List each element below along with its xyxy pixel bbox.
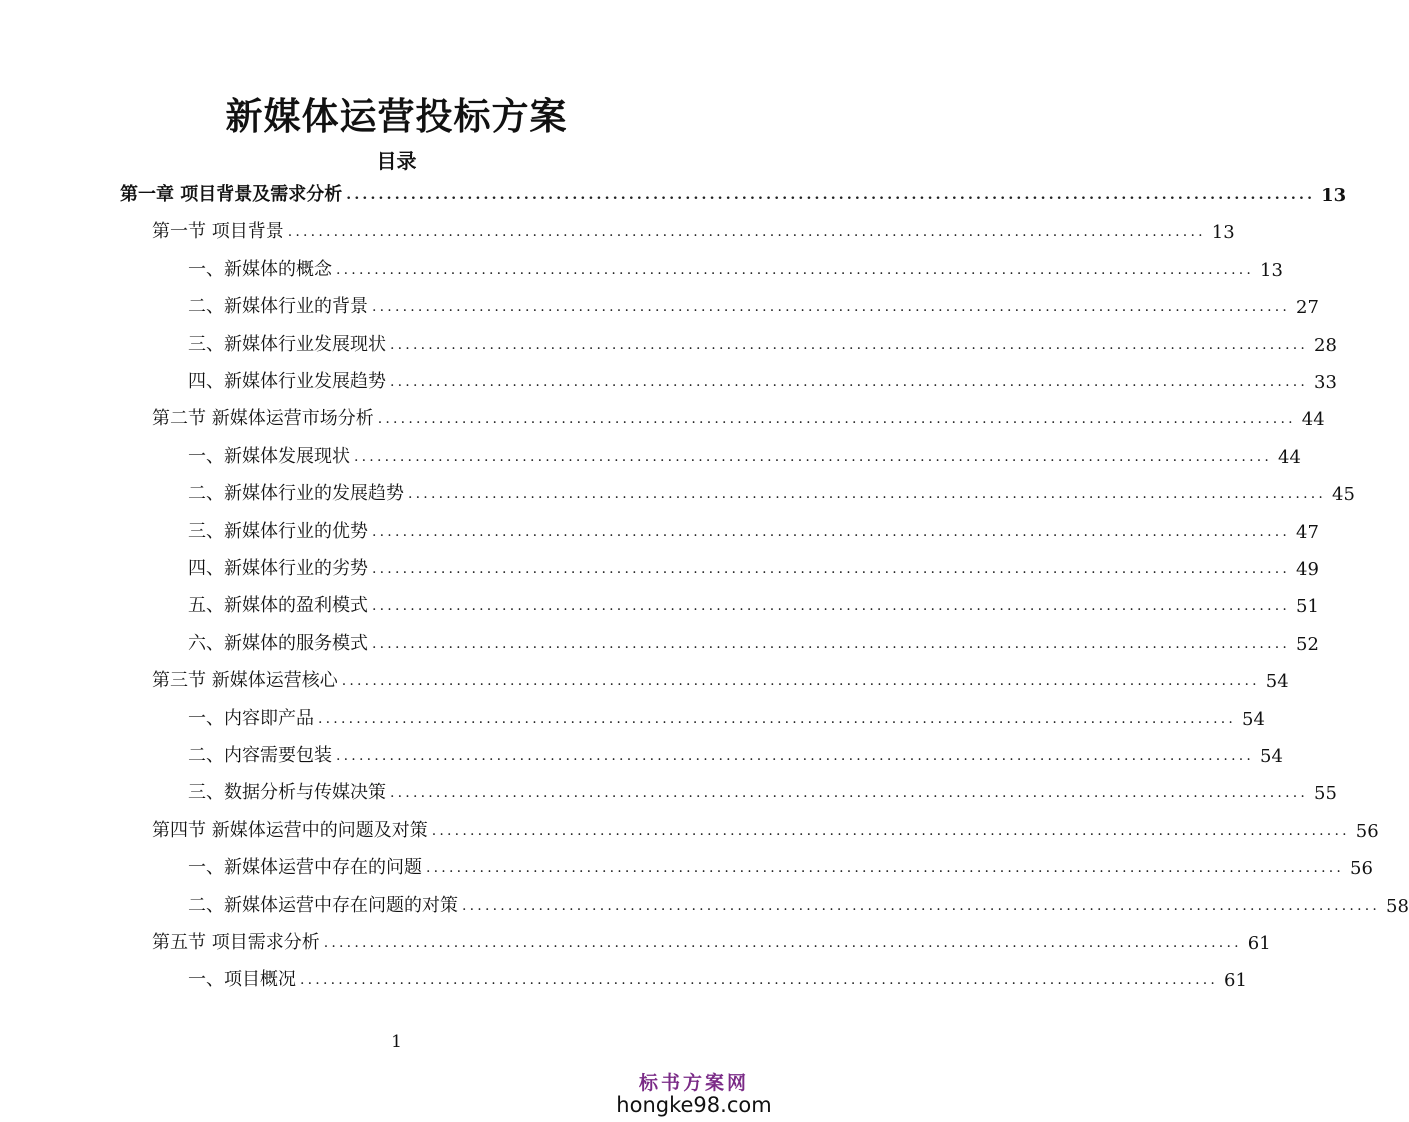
toc-entry[interactable] [188,737,1283,767]
toc-leader-dots: ........................................................................................................................ [341,673,1260,689]
toc-entry[interactable] [188,625,1319,655]
toc-entry[interactable] [152,924,1271,954]
toc-entry-page: 44 [1278,447,1301,468]
toc-entry[interactable] [188,513,1319,543]
toc-entry[interactable] [152,812,1379,842]
toc-entry-text: 三、新媒体行业的优势 [188,521,368,542]
toc-leader-dots: ........................................................................................................................ [323,935,1242,951]
toc-leader-dots: ........................................................................................................................ [426,860,1345,876]
toc-entry-page: 51 [1296,596,1319,617]
page-title: 新媒体运营投标方案 [225,94,568,138]
toc-leader-dots: ........................................................................................................................ [390,785,1309,801]
toc-entry-page: 13 [1211,222,1235,243]
toc-entry-text: 一、项目概况 [188,969,296,990]
toc-entry-text: 三、数据分析与传媒决策 [188,782,386,803]
toc-entry[interactable] [188,251,1283,281]
toc-entry[interactable] [188,475,1355,505]
toc-entry-text: 二、新媒体行业的背景 [188,296,368,317]
toc-entry[interactable] [188,363,1337,393]
toc-entry[interactable] [188,550,1319,580]
toc-entry-page: 54 [1265,671,1289,692]
toc-entry-page: 49 [1296,559,1319,580]
watermark [609,1068,779,1117]
toc-entry-page: 56 [1355,821,1379,842]
toc-entry-page: 54 [1242,709,1265,730]
page-number: 1 [391,1032,402,1052]
toc-entry-text: 四、新媒体行业发展趋势 [188,371,386,392]
toc-entry-page: 47 [1296,522,1319,543]
toc-entry[interactable] [188,587,1319,617]
toc-leader-dots: ........................................................................................................................ [300,972,1219,988]
toc-entry-page: 54 [1260,746,1283,767]
toc-entry-page: 13 [1321,185,1347,206]
toc-entry-text: 二、内容需要包装 [188,745,332,766]
toc-leader-dots: ........................................................................................................................ [354,449,1273,465]
toc-entry-text: 第四节 新媒体运营中的问题及对策 [152,820,428,841]
toc-entry-page: 27 [1296,297,1319,318]
toc-entry-text: 一、新媒体的概念 [188,259,332,280]
toc-leader-dots: ........................................................................................................................ [390,374,1309,390]
toc-entry-text: 四、新媒体行业的劣势 [188,558,368,579]
toc-leader-dots: ........................................................................................................................ [372,598,1291,614]
toc-leader-dots: ........................................................................................................................ [318,711,1237,727]
toc-entry-text: 第三节 新媒体运营核心 [152,670,338,691]
toc-entry-text: 六、新媒体的服务模式 [188,633,368,654]
toc-heading: 目录 [376,149,417,173]
toc-leader-dots: ........................................................................................................................ [462,898,1381,914]
toc-entry[interactable] [188,326,1337,356]
toc-entry-text: 五、新媒体的盈利模式 [188,595,368,616]
toc-leader-dots: ........................................................................................................................ [336,748,1255,764]
toc-entry-text: 第五节 项目需求分析 [152,932,320,953]
toc-entry-text: 第一节 项目背景 [152,221,284,242]
toc-entry[interactable] [188,438,1301,468]
toc-entry[interactable] [120,176,1347,206]
toc-entry-page: 52 [1296,634,1319,655]
toc-entry-text: 二、新媒体行业的发展趋势 [188,483,404,504]
toc-entry[interactable] [152,662,1289,692]
toc-entry[interactable] [188,961,1247,991]
toc-leader-dots: ........................................................................................................................ [377,411,1296,427]
toc-entry-text: 第一章 项目背景及需求分析 [120,184,343,205]
toc-entry[interactable] [188,887,1409,917]
toc-entry-page: 61 [1224,970,1247,991]
watermark-title: 标书方案网 [638,1072,749,1094]
toc-entry-text: 一、新媒体发展现状 [188,446,350,467]
toc-entry[interactable] [188,774,1337,804]
toc-leader-dots: ........................................................................................................................ [372,524,1291,540]
toc-entry-text: 一、内容即产品 [188,708,314,729]
toc-leader-dots: ........................................................................................................................ [372,299,1291,315]
toc-entry-text: 第二节 新媒体运营市场分析 [152,408,374,429]
toc-entry-text: 三、新媒体行业发展现状 [188,334,386,355]
toc-entry-page: 44 [1301,409,1325,430]
toc-entry-page: 28 [1314,335,1337,356]
toc-leader-dots: ........................................................................................................................ [372,561,1291,577]
toc-entry[interactable] [152,400,1325,430]
toc-entry-page: 55 [1314,783,1337,804]
toc-entry[interactable] [188,849,1373,879]
toc-leader-dots: ........................................................................................................................ [372,636,1291,652]
toc-leader-dots: ........................................................................................................................ [408,486,1327,502]
toc-entry-page: 45 [1332,484,1355,505]
toc-entry-page: 61 [1247,933,1271,954]
toc-entry-text: 二、新媒体运营中存在问题的对策 [188,895,458,916]
watermark-url: hongke98.com [616,1093,772,1117]
toc-entry-text: 一、新媒体运营中存在的问题 [188,857,422,878]
toc-entry-page: 13 [1260,260,1283,281]
toc-entry[interactable] [188,700,1265,730]
toc-leader-dots: ........................................................................................................................ [336,262,1255,278]
toc-entry-page: 58 [1386,896,1409,917]
toc-entry[interactable] [188,288,1319,318]
toc-entry[interactable] [152,213,1235,243]
toc-entry-page: 56 [1350,858,1373,879]
toc-entry-page: 33 [1314,372,1337,393]
toc-leader-dots: ........................................................................................................................ [346,187,1316,203]
toc-leader-dots: ........................................................................................................................ [390,337,1309,353]
toc-leader-dots: ........................................................................................................................ [431,823,1350,839]
toc-leader-dots: ........................................................................................................................ [287,224,1206,240]
